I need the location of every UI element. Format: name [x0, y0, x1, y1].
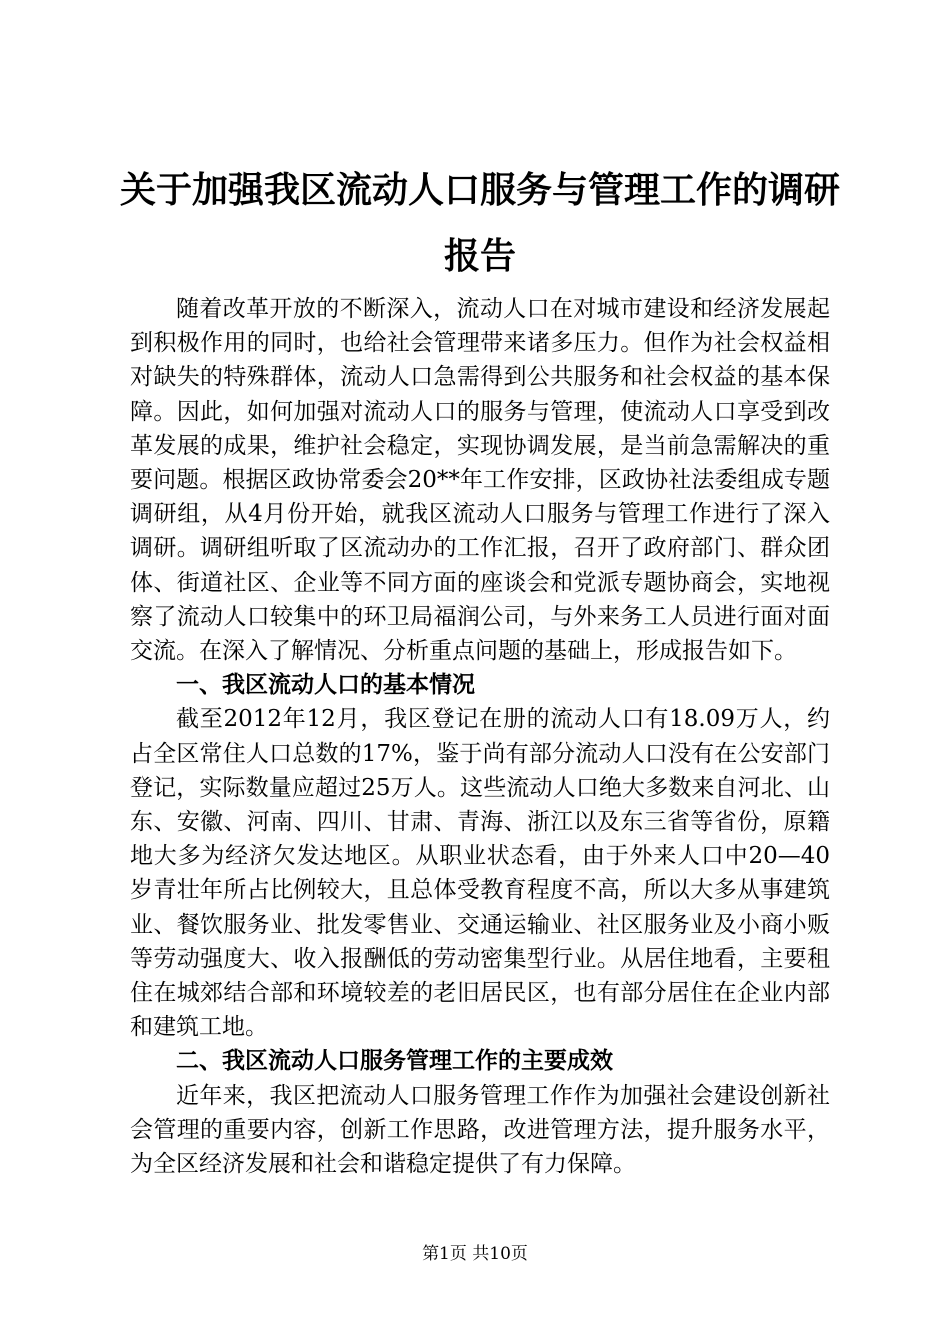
section-heading: 二、我区流动人口服务管理工作的主要成效 [176, 1048, 613, 1075]
paragraph: 截至2012年12月，我区登记在册的流动人口有18.09万人，约占全区常住人口总数的17%，鉴于尚有部分流动人口没有在公安部门登记，实际数量应超过25万人。这些流动人口绝大多数来自河北、山东、安徽、河南、四川、甘肃、青海、浙江以及东三省等省份，原籍地大多为经济欠发达地区。从职业状态看，由于外来人口中20—40岁青壮年所占比例较大，且总体受教育程度不高，所以大多从事建筑业、餐饮服务业、批发零售业、交通运输业、社区服务业及小商小贩等劳动强度大、收入报酬低的劳动密集型行业。从居住地看，主要租住在城郊结合部和环境较差的老旧居民区，也有部分居住在企业内部和建筑工地。 [130, 706, 830, 1041]
section-heading: 一、我区流动人口的基本情况 [176, 672, 475, 699]
document-title: 关于加强我区流动人口服务与管理工作的调研报告 [120, 170, 841, 277]
document-body [130, 292, 830, 1181]
paragraph: 近年来，我区把流动人口服务管理工作作为加强社会建设创新社会管理的重要内容，创新工作思路，改进管理方法，提升服务水平，为全区经济发展和社会和谐稳定提供了有力保障。 [130, 1082, 830, 1178]
page-footer: 第1页 共10页 [422, 1244, 528, 1264]
paragraph: 随着改革开放的不断深入，流动人口在对城市建设和经济发展起到积极作用的同时，也给社会管理带来诸多压力。但作为社会权益相对缺失的特殊群体，流动人口急需得到公共服务和社会权益的基本保障。因此，如何加强对流动人口的服务与管理，使流动人口享受到改革发展的成果，维护社会稳定，实现协调发展，是当前急需解决的重要问题。根据区政协常委会20**年工作安排，区政协社法委组成专题调研组，从4月份开始，就我区流动人口服务与管理工作进行了深入调研。调研组听取了区流动办的工作汇报，召开了政府部门、群众团体、街道社区、企业等不同方面的座谈会和党派专题协商会，实地视察了流动人口较集中的环卫局福润公司，与外来务工人员进行面对面交流。在深入了解情况、分析重点问题的基础上，形成报告如下。 [130, 296, 830, 665]
